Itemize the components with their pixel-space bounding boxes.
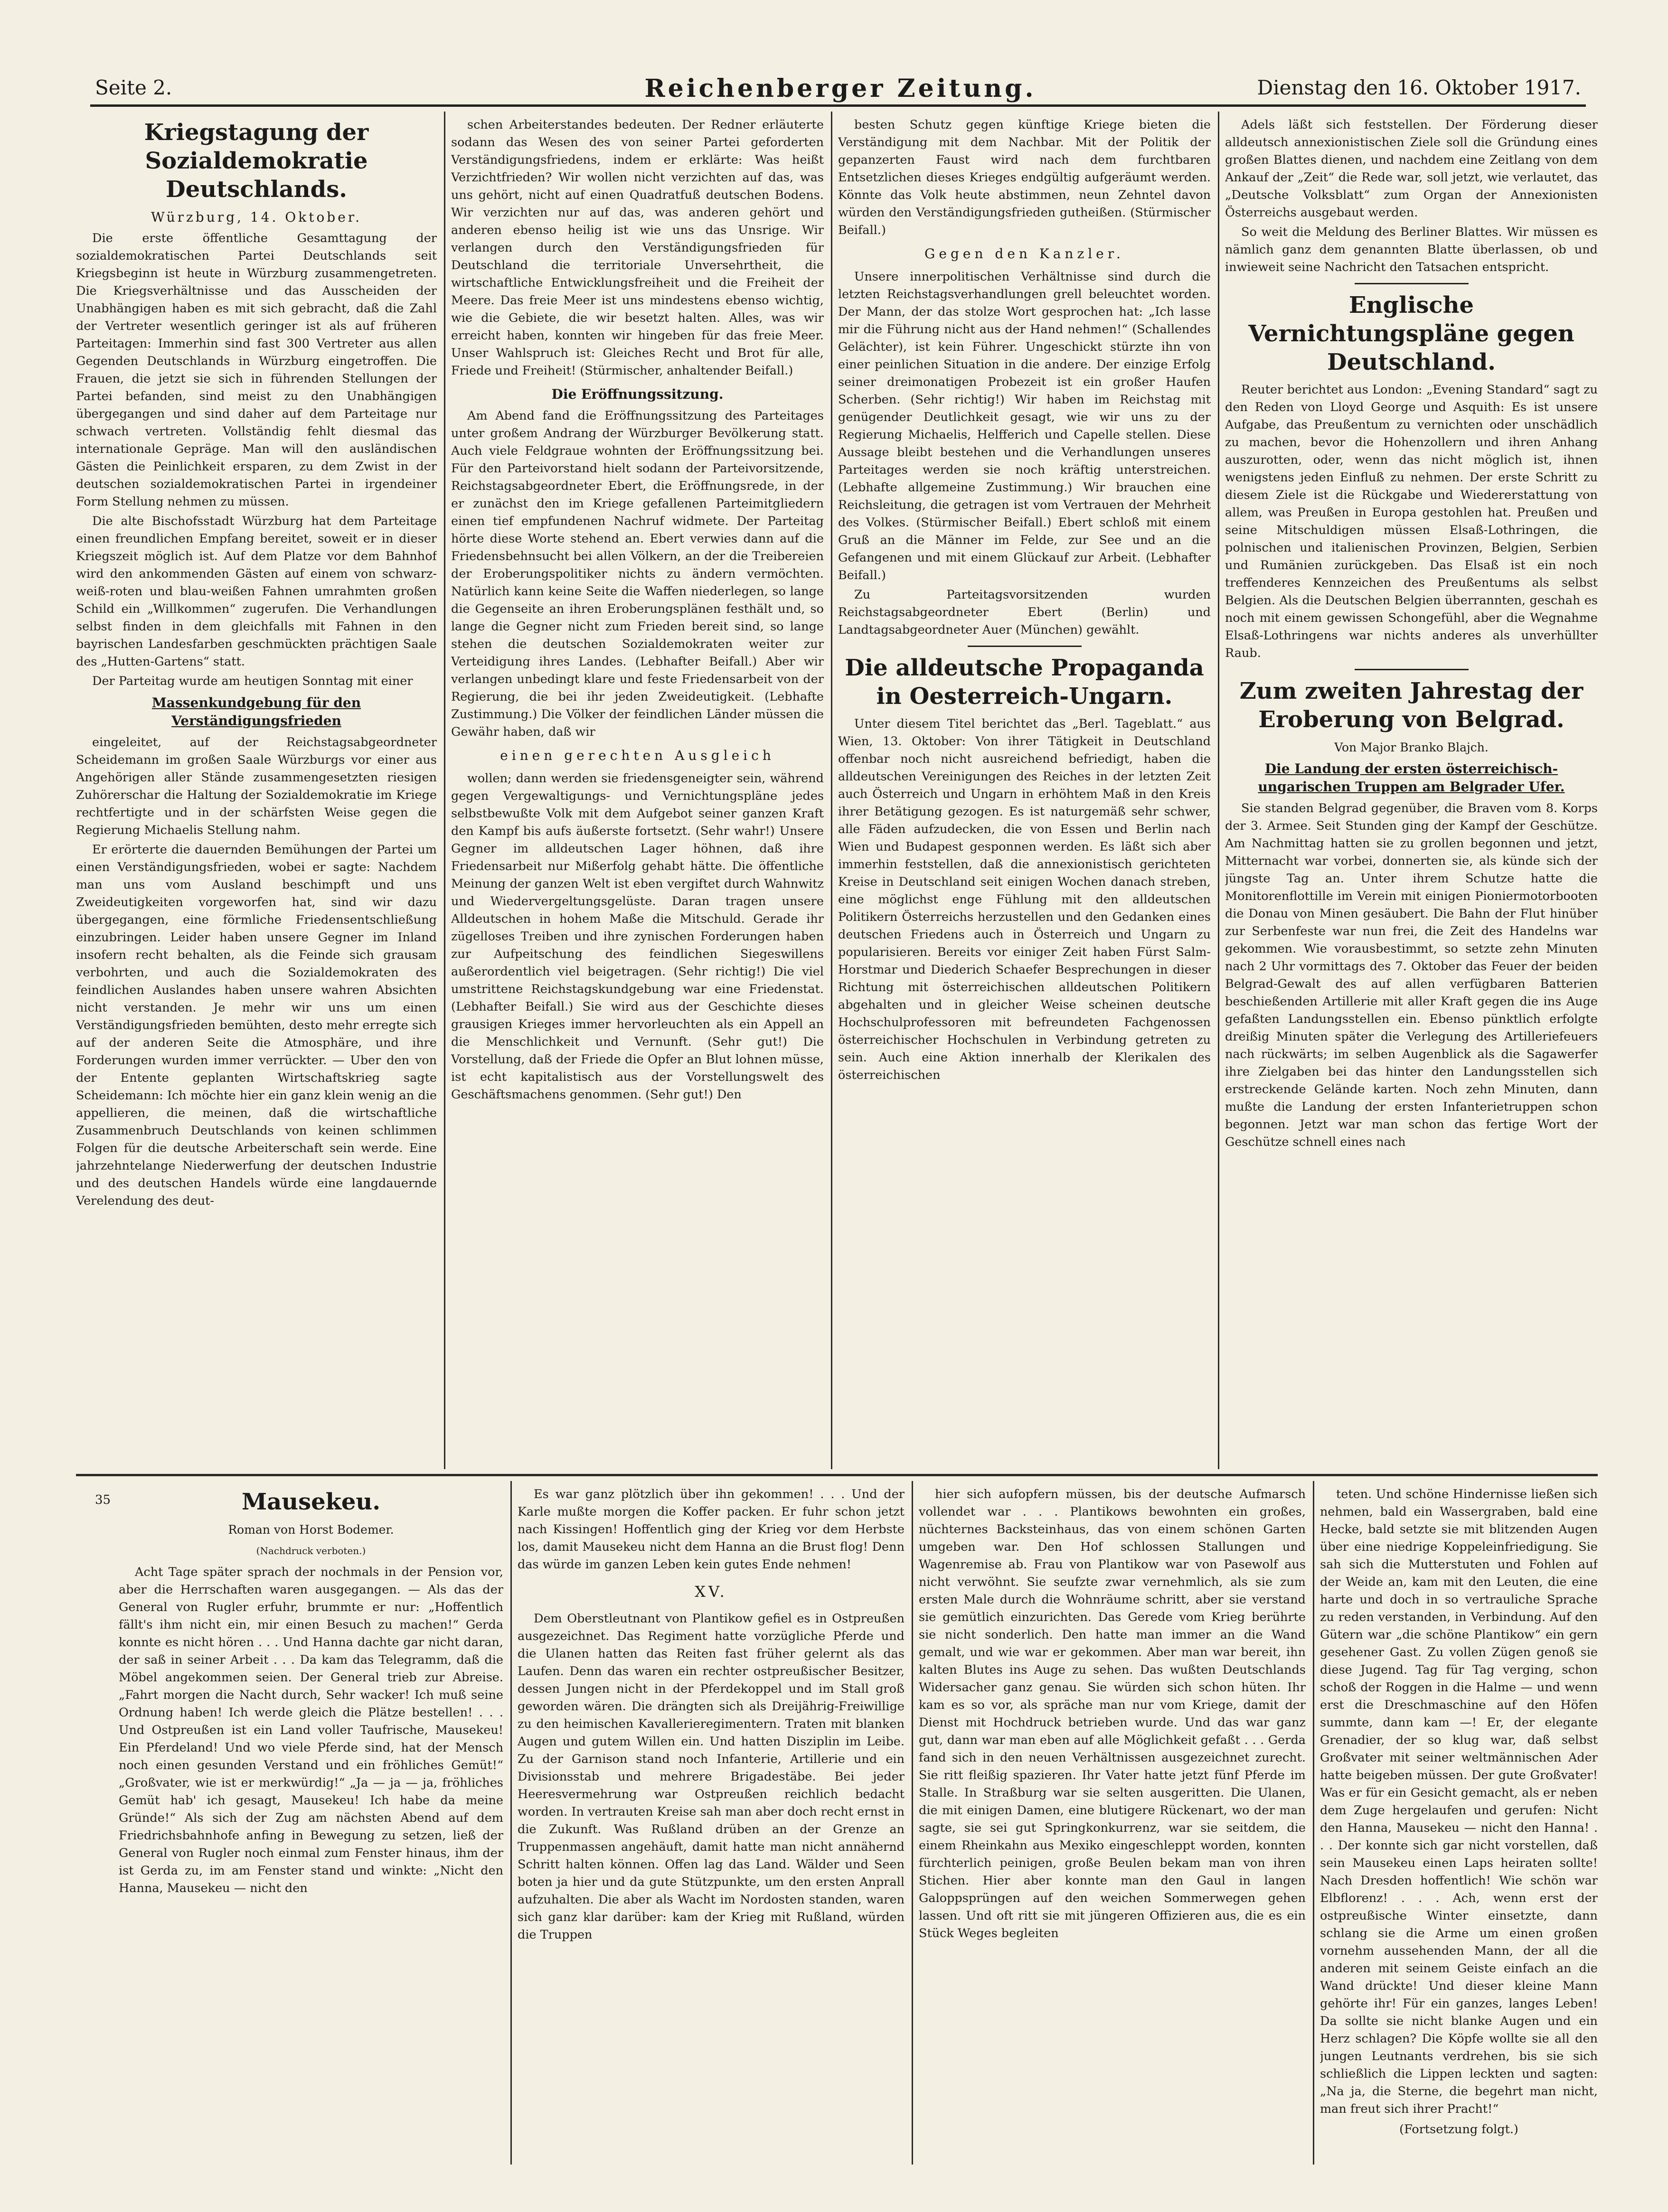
novel-column-3 xyxy=(919,1486,1306,2169)
column-rule xyxy=(510,1481,512,2165)
paragraph: Dem Oberstleutnant von Plantikow gefiel es in Ostpreußen ausgezeichnet. Das Regiment hatte vorzügliche Pferde und die Ulanen hatten das Reiten fast früher gelernt als das Laufen. Denn das waren ein rechter ostpreußischer Besitzer, dessen Jungen nicht in der Pferdekoppel und im Stall groß geworden wären. Die drängten sich als Dreijährig-Freiwillige zu den heimischen Kavallerieregimentern. Traten mit blanken Augen und gutem Willen ein. Und hatten Disziplin im Leibe. Zu der Garnison stand noch Infanterie, Artillerie und ein Divisionsstab und mehrere Brigadestäbe. Bei jeder Heeresvermehrung war Ostpreußen reichlich bedacht worden. In vertrauten Kreise sah man aber doch recht ernst in die Zukunft. Was Rußland drüben an der Grenze an Truppenmassen angehäuft, damit hatte man nicht annähernd Schritt halten können. Offen lag das Land. Wälder und Seen boten ja hier und da gute Stützpunkte, um den ersten Anprall aufzuhalten. Die aber als Wacht im Nordosten standen, waren sich ganz klar darüber: kam der Krieg mit Rußland, würden die Truppen xyxy=(518,1612,905,1942)
novel-column-2 xyxy=(518,1486,905,2169)
paragraph: Adels läßt sich feststellen. Der Förderung dieser alldeutsch annexionistischen Ziele soll die Gründung eines großen Blattes dienen, und nachdem eine Zeitlang von dem Ankauf der „Zeit“ die Rede war, soll jetzt, wie verlautet, das „Deutsche Volksblatt“ zum Organ der Annexionisten Österreichs ausgebaut werden. xyxy=(1225,118,1598,220)
paragraph: Sie standen Belgrad gegenüber, die Braven vom 8. Korps der 3. Armee. Seit Stunden ging der Kampf der Geschütze. Am Nachmittag hatten sie zu grollen begonnen und jetzt, Mitternacht war vorbei, donnerten sie, als künde sich der jüngste Tag an. Unter ihrem Schutze hatte die Monitorenflottille im Verein mit einigen Pioniermotorbooten die Donau von Minen gesäubert. Die Bahn der Flut hinüber zur Serbenfeste war nun frei, die Zeit des Handelns war gekommen. Wie vorausbestimmt, so setzte zehn Minuten nach 2 Uhr vormittags des 7. Oktober das Feuer der beiden Belgrad-Gewalt des auf allen verfügbaren Batterien beschießenden Artillerie mit aller Kraft gegen die ins Auge gefaßten Landungsstellen ein. Ebenso pünktlich erfolgte dreißig Minuten später die Verlegung des Artilleriefeuers nach rückwärts; im selben Augenblick als die Sagawerfer ihre Zielgaben bei das hinter den Landungsstellen sich erstreckende Gelände karten. Noch zehn Minuten, dann mußte die Landung der ersten Infanterietruppen schon begonnen. Jetzt war man schon das fertige Wort der Geschütze schnell eines nach xyxy=(1225,801,1598,1149)
column-rule xyxy=(831,112,832,1469)
article-column-4 xyxy=(1225,116,1598,1469)
novel-column-1 xyxy=(119,1486,503,2169)
paragraph: Am Abend fand die Eröffnungssitzung des Parteitages unter großem Andrang der Würzburger Bevölkerung statt. Auch viele Feldgraue wohnten der Eröffnungssitzung bei. Für den Parteivorstand hielt sodann der Parteivorsitzende, Reichstagsabgeordneter Ebert, die Eröffnungsrede, in der er zunächst den im Kriege gefallenen Parteimitgliedern einen tief empfundenen Nachruf widmete. Der Parteitag hörte diese Worte stehend an. Ebert verwies dann auf die Friedensbehnsucht bei allen Völkern, an der die Treibereien der Eroberungspolitiker nichts zu ändern vermöchten. Natürlich kann keine Seite die Waffen niederlegen, so lange die Gegenseite an ihren Eroberungsplänen festhält und, so lange die Gegner nicht zum Frieden bereit sind, so lange stehen die deutschen Sozialdemokraten weiter zur Verteidigung ihres Landes. (Lebhafter Beifall.) Aber wir verlangen unbedingt klare und feste Friedensarbeit von der Regierung, die bei ihr jeden Zweideutigkeit. (Lebhafte Zustimmung.) Die Völker der feindlichen Länder müssen die Gewähr haben, daß wir xyxy=(451,409,824,739)
reprint-note: (Nachdruck verboten.) xyxy=(256,1545,366,1556)
continuation-note: (Fortsetzung folgt.) xyxy=(1399,2122,1518,2137)
column-rule xyxy=(444,112,445,1469)
article-headline: Zum zweiten Jahrestag der Eroberung von Belgrad. xyxy=(1239,678,1583,733)
chapter-number: XV. xyxy=(695,1583,727,1601)
article-column-3 xyxy=(838,116,1211,1469)
paragraph: wollen; dann werden sie friedensgeneigter sein, während gegen Vergewaltigungs- und Vernichtungspläne jedes selbstbewußte Volk mit dem Aufgebot seiner ganzen Kraft den Kampf bis aufs äußerste fortsetzt. (Sehr wahr!) Unsere Gegner im alldeutschen Lager höhnen, daß ihre Friedensarbeit nur Mißerfolg gehabt hätte. Die öffentliche Meinung der ganzen Welt ist eben vergiftet durch Wahnwitz und Wiedervergeltungsgelüste. Daran tragen unsere Alldeutschen in hohem Maße die Mitschuld. Gerade ihr zügelloses Treiben und ihre zynischen Forderungen haben zur Aufpeitschung des feindlichen Siegeswillens außerordentlich viel beigetragen. (Sehr richtig!) Die viel umstrittene Reichstagskundgebung war eine Friedenstat. (Lebhafter Beifall.) Sie wird aus der Geschichte dieses grausigen Krieges immer hervorleuchten als ein Appell an die Menschlichkeit und Vernunft. (Sehr gut!) Die Vorstellung, daß der Friede die Opfer an Blut lohnen müsse, ist echt kapitalistisch aus der Vorstellungswelt des Geschäftsmachens genommen. (Sehr gut!) Den xyxy=(451,771,824,1102)
emphasis-line: einen gerechten Ausgleich xyxy=(500,748,775,763)
section-heading: Gegen den Kanzler. xyxy=(924,246,1124,262)
section-heading: Massenkundgebung für den Verständigungsfrieden xyxy=(151,695,361,729)
page-number: Seite 2. xyxy=(95,76,172,99)
paragraph: Acht Tage später sprach der nochmals in der Pension vor, aber die Herrschaften waren ausgegangen. — Als das der General von Rugler erfuhr, brummte er nur: „Hoffentlich fällt's ihm nicht ein, mir einen Besuch zu machen!“ Gerda konnte es nicht hören . . . Und Hanna dachte gar nicht daran, der saß in seiner Arbeit . . . Da kam das Telegramm, daß die Möbel angekommen seien. Der General trieb zur Abreise. „Fahrt morgen die Nacht durch, Sehr wacker! Ich muß seine Ordnung haben! Ich werde gleich die Plätze bestellen! . . . Und Ostpreußen ist ein Land voller Taufrische, Mausekeu! Ein Pferdeland! Und wo viele Pferde sind, hat der Mensch noch einen gesunden Verstand und ein fröhliches Gemüt!“ „Großvater, wie ist er merkwürdig!“ „Ja — ja — ja, fröhliches Gemüt hab' ich gesagt, Mausekeu! Ich habe da meine Gründe!“ Als sich der Zug am nächsten Abend auf dem Friedrichsbahnhofe anfing in Bewegung zu setzen, ließ der General von Rugler noch einmal zum Fenster hinaus, ihm der ist Gerda zu, im am Fenster stand und winkte: „Nicht den Hanna, Mausekeu — nicht den xyxy=(119,1565,503,1895)
section-heading: Die Landung der ersten österreichisch-ungarischen Truppen am Belgrader Ufer. xyxy=(1258,761,1565,795)
paragraph: Die alte Bischofsstadt Würzburg hat dem Parteitage einen freundlichen Empfang bereitet, soweit er in dieser Kriegszeit möglich ist. Auf dem Platze vor dem Bahnhof wird den ankommenden Gästen auf einem von schwarz-weiß-roten und blau-weißen Fahnen umrahmten großen Schild ein „Willkommen“ zugerufen. Die Verhandlungen selbst finden in dem gleichfalls mit Fahnen in den bayrischen Landesfarben geschmückten prächtigen Saale des „Hutten-Gartens“ statt. xyxy=(76,514,437,669)
paragraph: Zu Parteitagsvorsitzenden wurden Reichstagsabgeordneter Ebert (Berlin) und Landtagsabgeordneter Auer (München) gewählt. xyxy=(838,588,1211,637)
novel-column-4 xyxy=(1320,1486,1598,2169)
paragraph: Es war ganz plötzlich über ihn gekommen! . . . Und der Karle mußte morgen die Koffer packen. Er fuhr schon jetzt nach Kissingen! Hoffentlich ging der Krieg vor dem Herbste los, damit Mausekeu nicht dem Hanna an die Brust flog! Denn das würde im ganzen Leben kein gutes Ende nehmen! xyxy=(518,1487,905,1572)
column-rule xyxy=(1218,112,1219,1469)
page-header xyxy=(90,71,1586,107)
section-heading: Die Eröffnungssitzung. xyxy=(551,386,724,402)
newspaper-title: Reichenberger Zeitung. xyxy=(644,74,1037,103)
paragraph: So weit die Meldung des Berliner Blattes. Wir müssen es nämlich ganz dem genannten Blatte überlassen, ob und inwieweit seine Nachricht den Tatsachen entspricht. xyxy=(1225,225,1598,274)
article-headline: Die alldeutsche Propaganda in Oesterreich-Ungarn. xyxy=(845,655,1204,710)
paragraph: Die erste öffentliche Gesamttagung der sozialdemokratischen Partei Deutschlands seit Kriegsbeginn ist heute in Würzburg zusammengetreten. Die Kriegsverhältnisse und das Ausscheiden der Unabhängigen haben es mit sich gebracht, daß die Zahl der Vertreter wesentlich geringer ist als auf früheren Parteitagen: Immerhin sind fast 300 Vertreter aus allen Gegenden Deutschlands in Würzburg eingetroffen. Die Frauen, die jetzt sie sich in führenden Stellungen der Partei befanden, sind meist zu den Unabhängigen übergegangen und sind daher auf dem Parteitage nur schwach vertreten. Vollständig fehlt diesmal das internationale Gepräge. Man will den ausländischen Gästen die Peinlichkeit ersparen, zu dem Zwist in der deutschen sozialdemokratischen Partei in irgendeiner Form Stellung nehmen zu müssen. xyxy=(76,231,437,509)
paragraph: Unsere innerpolitischen Verhältnisse sind durch die letzten Reichstagsverhandlungen grell beleuchtet worden. Der Mann, der das stolze Wort gesprochen hat: „Ich lasse mir die Führung nicht aus der Hand nehmen!“ (Schallendes Gelächter), ist kein Führer. Ungeschickt stürzte ihn von einer peinlichen Situation in die andere. Der einzige Erfolg seiner dreimonatigen Probezeit ist ein großer Haufen Scherben. (Sehr richtig!) Wir haben im Reichstag mit genügender Deutlichkeit gesagt, wie wir uns zu der Regierung Michaelis, Helfferich und Capelle stellen. Diese Aussage bleibt bestehen und die Verhandlungen unseres Parteitages werden sie noch kräftig unterstreichen. (Lebhafte allgemeine Zustimmung.) Wir brauchen eine Reichsleitung, die getragen ist vom Vertrauen der Mehrheit des Volkes. (Stürmischer Beifall.) Ebert schloß mit einem Gruß an die Männer im Felde, zur See und an die Gefangenen und mit einem Glückauf zur Arbeit. (Lebhafter Beifall.) xyxy=(838,270,1211,582)
article-column-1 xyxy=(76,116,437,1469)
paragraph: schen Arbeiterstandes bedeuten. Der Redner erläuterte sodann das Wesen des von seiner Partei geforderten Verständigungsfriedens, indem er erklärte: Was heißt Verzichtfrieden? Wir wollen nicht verzichten auf das, was uns gehört, nicht auf einen Quadratfuß deutschen Bodens. Wir verzichten nur auf das, was anderen gehört und anderen ebenso heilig ist wie uns das Unsrige. Wir verlangen durch den Verständigungsfrieden für Deutschland die territoriale Unversehrtheit, die wirtschaftliche Entwicklungsfreiheit und die Freiheit der Meere. Das freie Meer ist uns mindestens ebenso wichtig, wie die Gebiete, die wir besetzt halten. Alles, was wir erreicht haben, konnten wir hingeben für das freie Meer. Unser Wahlspruch ist: Gleiches Recht und Brot für alle, Friede und Freiheit! (Stürmischer, anhaltender Beifall.) xyxy=(451,118,824,378)
paragraph: besten Schutz gegen künftige Kriege bieten die Verständigung mit dem Nachbar. Mit der Politik der gepanzerten Faust wird nach dem furchtbaren Entsetzlichen dieses Krieges endgültig aufgeräumt werden. Könnte das Volk heute abstimmen, neun Zehntel davon würden den Verständigungsfrieden gutheißen. (Stürmischer Beifall.) xyxy=(838,118,1211,237)
article-headline: Kriegstagung der Sozialdemokratie Deutschlands. xyxy=(144,119,369,203)
column-rule xyxy=(912,1481,913,2165)
byline: Von Major Branko Blajch. xyxy=(1334,740,1489,754)
novel-title: Mausekeu. xyxy=(241,1489,381,1515)
column-rule xyxy=(1313,1481,1314,2165)
paragraph: teten. Und schöne Hindernisse ließen sich nehmen, bald ein Wassergraben, bald eine Hecke, bald setzte sie mit blitzenden Augen über eine niedrige Koppeleinfriedigung. Sie sah sich die Mutterstuten und Fohlen auf der Weide an, kam mit den Leuten, die eine harte und doch in so vertrauliche Sprache zu reden verstanden, in Verbindung. Auf den Gütern war „die schöne Plantikow“ ein gern gesehener Gast. Zu vollen Zügen genoß sie diese Jugend. Tag für Tag verging, schon schoß der Roggen in die Halme — und wenn erst die Dreschmaschine auf den Höfen summte, dann kam —! Er, der elegante Grenadier, der so klug war, daß selbst Großvater mit seiner weltmännischen Ader hatte beigeben müssen. Der gute Großvater! Was er für ein Gesicht gemacht, als er neben dem Zuge hergelaufen und gerufen: Nicht den Hanna, Mausekeu — nicht den Hanna! . . . Der konnte sich gar nicht vorstellen, daß sein Mausekeu einen Laps heiraten sollte! Nach Dresden hoffentlich! Wie schön war Elbflorenz! . . . Ach, wenn erst der ostpreußische Winter einsetzte, dann schlang sie die Arme um einen großen vornehm aussehenden Mann, der all die anderen mit seinem Geiste einfach an die Wand drückte! Und dieser kleine Mann gehörte ihr! Für ein ganzes, langes Leben! Da sollte sie nicht blanke Augen und ein Herz schlagen? Die Köpfe wollte sie all den jungen Leutnants verdrehen, bis sie sich schließlich die Lippen leckten und sagten: „Na ja, die Sterne, die begehrt man nicht, man freut sich ihrer Pracht!“ xyxy=(1320,1487,1598,2116)
paragraph: Er erörterte die dauernden Bemühungen der Partei um einen Verständigungsfrieden, wobei er sagte: Nachdem man uns vom Ausland beschimpft und uns Zweideutigkeiten vorgeworfen hat, sind wir dazu übergegangen, eine förmliche Friedensentschließung einzubringen. Leider haben unsere Gegner im Inland insofern recht behalten, als die Feinde sich grausam verbohrten, und auch die Sozialdemokraten des feindlichen Auslandes haben unsere wahren Absichten nicht verstanden. Je mehr wir uns um einen Verständigungsfrieden bemühten, desto mehr erregte sich auf der anderen Seite die Atmosphäre, und ihre Forderungen wurden immer verrückter. — Uber den von der Entente geplanten Wirtschaftskrieg sagte Scheidemann: Ich möchte hier ein ganz klein wenig an die appellieren, die meinen, daß die wirtschaftliche Zusammenbruch Deutschlands von keinen schlimmen Folgen für die deutsche Arbeiterschaft sein werde. Eine jahrzehntelange Niederwerfung der deutschen Industrie und des deutschen Handels würde eine langdauernde Verelendung des deut- xyxy=(76,843,437,1208)
paragraph: Der Parteitag wurde am heutigen Sonntag mit einer xyxy=(92,674,413,688)
paragraph: hier sich aufopfern müssen, bis der deutsche Aufmarsch vollendet war . . . Plantikows bewohnten ein großes, nüchternes Backsteinhaus, das von einem schönen Garten umgeben war. Den Hof schlossen Stallungen und Wagenremise ab. Frau von Plantikow war von Pasewolf aus nicht verwöhnt. Sie seufzte zwar vernehmlich, als sie zum ersten Male durch die Wohnräume schritt, aber sie verstand sie gemütlich einzurichten. Das Gerede vom Krieg berührte sie nicht sonderlich. Den hatte man immer an die Wand gemalt, und wie war er gekommen. Aber man war bereit, ihn kalten Blutes ins Auge zu sehen. Das wußten Deutschlands Widersacher ganz genau. Sie würden sich schon hüten. Ihr kam es so vor, als spräche man nur vom Kriege, damit der Dienst mit Hochdruck betrieben wurde. Und das war ganz gut, dann war man eben auf alle Möglichkeit gefaßt . . . Gerda fand sich in den neuen Verhältnissen ausgezeichnet zurecht. Sie ritt fleißig spazieren. Ihr Vater hatte jetzt fünf Pferde im Stalle. In Straßburg war sie selten ausgeritten. Die Ulanen, die mit einigen Damen, eine blutigere Rückenart, wo der man sagte, sie sei gut Springkonkurrenz, war sie seitdem, die einem Rheinkahn aus Mexiko eingeschleppt worden, konnten fürchterlich peinigen, große Beulen bekam man von ihren Stichen. Hier aber konnte man den Gaul in langen Galoppsprüngen auf den weichen Sommerwegen gehen lassen. Und oft ritt sie mit jüngeren Offizieren aus, die es ein Stück Weges begleiten xyxy=(919,1487,1306,1940)
article-column-2 xyxy=(451,116,824,1469)
issue-date: Dienstag den 16. Oktober 1917. xyxy=(1257,76,1581,99)
article-headline: Englische Vernichtungspläne gegen Deutschland. xyxy=(1248,292,1574,375)
feuilleton-number: 35 xyxy=(95,1493,111,1507)
feuilleton-rule xyxy=(76,1474,1598,1476)
dateline: Würzburg, 14. Oktober. xyxy=(151,209,362,225)
divider xyxy=(968,646,1082,647)
divider xyxy=(1355,669,1469,670)
paragraph: Unter diesem Titel berichtet das „Berl. Tageblatt.“ aus Wien, 13. Oktober: Von ihrer Tätigkeit in Deutschland offenbar noch nicht ausreichend befriedigt, haben die alldeutschen Vereinigungen des Reiches in der letzten Zeit auch Österreich und Ungarn in erhöhtem Maß in den Kreis ihrer Betätigung gezogen. Es ist naturgemäß sehr schwer, alle Fäden aufzudecken, die von Essen und Berlin nach Wien und Budapest gesponnen werden. Es läßt sich aber immerhin feststellen, daß die annexionistisch gerichteten Kreise in Deutschland seit einigen Wochen danach streben, eine möglichst enge Fühlung mit den alldeutschen Politikern Österreichs herzustellen und den Gedanken eines deutschen Friedens auch in Österreich und Ungarn zu popularisieren. Bereits vor einiger Zeit haben Fürst Salm-Horstmar und Diederich Schaefer Besprechungen in dieser Richtung mit österreichischen alldeutschen Politikern abgehalten und in gleicher Weise scheinen deutsche Hochschulprofessoren mit befreundeten Fachgenossen österreichischer Hochschulen in Verbindung getreten zu sein. Auch eine Aktion innerhalb der Klerikalen des österreichischen xyxy=(838,717,1211,1082)
paragraph: eingeleitet, auf der Reichstagsabgeordneter Scheidemann im großen Saale Würzburgs vor einer aus Angehörigen aller Stände zusammengesetzten riesigen Zuhörerschar die Haltung der Sozialdemokratie im Kriege rechtfertigte und in der schärfsten Weise gegen die Regierung Michaelis Stellung nahm. xyxy=(76,735,437,837)
paragraph: Reuter berichtet aus London: „Evening Standard“ sagt zu den Reden von Lloyd George und Asquith: Es ist unsere Aufgabe, das Preußentum zu vernichten oder unschädlich zu machen, bevor die Hohenzollern und ihren Anhang auszurotten, oder, wenn das nicht möglich ist, ihnen wenigstens jeden Einfluß zu nehmen. Der erste Schritt zu diesem Ziele ist die Rückgabe und Wiedererstattung von allem, was Preußen in Europa gestohlen hat. Preußen und seine Mitschuldigen müssen Elsaß-Lothringen, die polnischen und italienischen Provinzen, Belgien, Serbien und Rumänien zurückgeben. Das Elsaß ist ein noch treffenderes Kennzeichen des Preußentums als selbst Belgien. Als die Deutschen Belgien überrannten, geschah es noch mit einem gewissen Schongefühl, aber die Wegnahme Elsaß-Lothringens war nichts anderes als unverhüllter Raub. xyxy=(1225,383,1598,660)
divider xyxy=(1355,283,1469,284)
novel-byline: Roman von Horst Bodemer. xyxy=(228,1523,394,1537)
